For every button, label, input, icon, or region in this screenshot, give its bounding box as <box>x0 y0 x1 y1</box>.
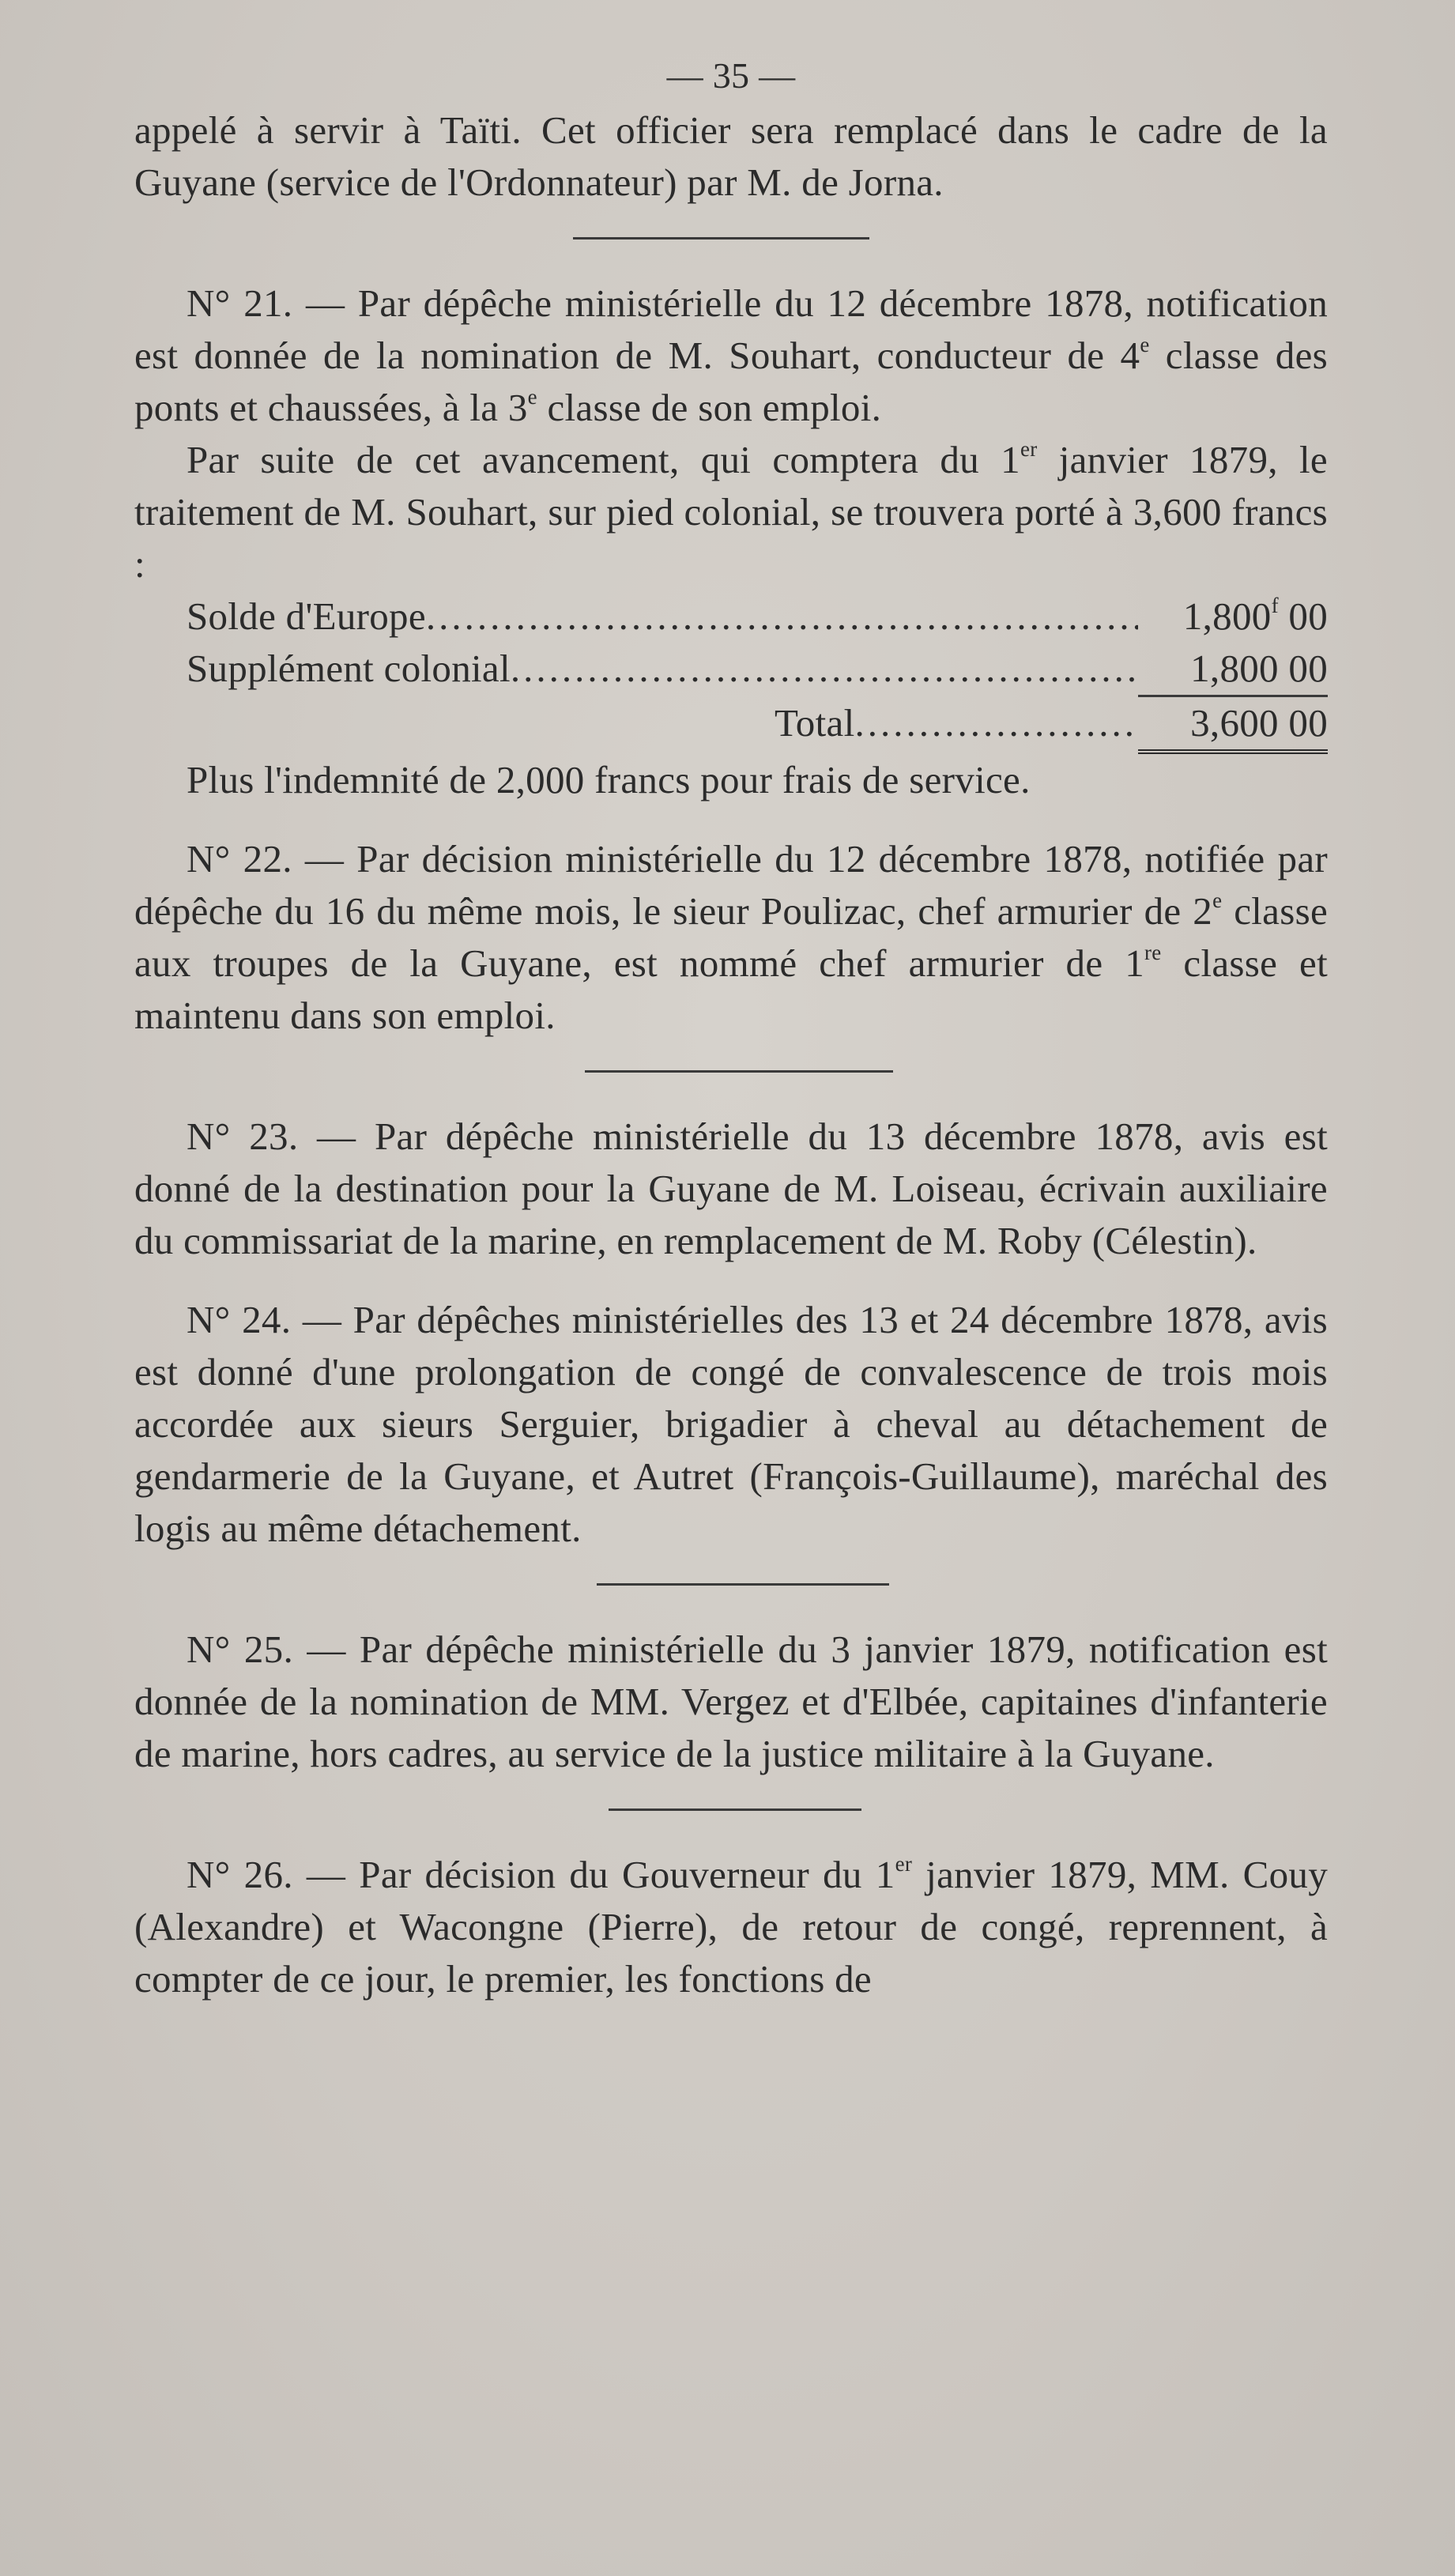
salary-amount: 1,800$^f$ 00 <box>1182 593 1328 638</box>
leader-dots <box>855 697 1139 749</box>
salary-row-total <box>134 697 1328 754</box>
separator-rule <box>573 237 869 239</box>
leader-dots <box>426 590 1138 643</box>
page-number: — 35 — <box>666 55 796 96</box>
total-label: Total <box>775 701 855 745</box>
paragraph-n25: N° 25. — Par dépêche ministérielle du 3 janvier 1879, notification est donnée de la nomination de MM. Vergez et d'Elbée, capitaines d'infanterie de marine, hors cadres, au service de la justice militaire à la Guyane. <box>134 1627 1328 1775</box>
salary-row-solde <box>134 590 1328 643</box>
separator-rule <box>597 1583 889 1586</box>
paragraph-n21-traitement: Par suite de cet avancement, qui comptera du 1er janvier 1879, le traitement de M. Souhart, sur pied colonial, se trouvera porté à 3,600 francs : <box>134 436 1328 586</box>
salary-table <box>134 590 1328 754</box>
paragraph-n21: N° 21. — Par dépêche ministérielle du 12 décembre 1878, notification est donnée de la nomination de M. Souhart, conducteur de 4e classe des ponts et chaussées, à la 3e classe de son emploi. <box>134 281 1328 429</box>
paragraph-indemnite: Plus l'indemnité de 2,000 francs pour frais de service. <box>187 758 1031 801</box>
salary-label: Solde d'Europe <box>187 594 426 638</box>
paragraph-n24: N° 24. — Par dépêches ministérielles des 13 et 24 décembre 1878, avis est donné d'une prolongation de congé de convalescence de trois mois accordée aux sieurs Serguier, brigadier à cheval au détachement de gendarmerie de la Guyane, et Autret (François-Guillaume), maréchal des logis au même détachement. <box>134 1298 1328 1550</box>
separator-rule <box>609 1808 861 1811</box>
salary-row-supplement <box>134 643 1328 697</box>
separator-rule <box>585 1070 893 1073</box>
total-amount: 3,600 00 <box>1138 697 1328 754</box>
paragraph-n23: N° 23. — Par dépêche ministérielle du 13 décembre 1878, avis est donné de la destination pour la Guyane de M. Loiseau, écrivain auxiliaire du commissariat de la marine, en remplacement de M. Roby (Célestin). <box>134 1115 1328 1262</box>
leader-dots <box>511 643 1138 695</box>
paragraph-n22: N° 22. — Par décision ministérielle du 12 décembre 1878, notifiée par dépêche du 16 du même mois, le sieur Poulizac, chef armurier de 2e classe aux troupes de la Guyane, est nommé chef armurier de 1re classe et maintenu dans son emploi. <box>134 837 1329 1037</box>
paragraph-n26: N° 26. — Par décision du Gouverneur du 1er janvier 1879, MM. Couy (Alexandre) et Wacongne (Pierre), de retour de congé, reprennent, à compter de ce jour, le premier, les fonctions de <box>134 1851 1328 2001</box>
text-column <box>134 47 1328 2005</box>
salary-label: Supplément colonial <box>187 647 511 690</box>
salary-amount: 1,800 00 <box>1138 643 1328 697</box>
paragraph-intro: appelé à servir à Taïti. Cet officier sera remplacé dans le cadre de la Guyane (service de l'Ordonnateur) par M. de Jorna. <box>134 108 1328 204</box>
